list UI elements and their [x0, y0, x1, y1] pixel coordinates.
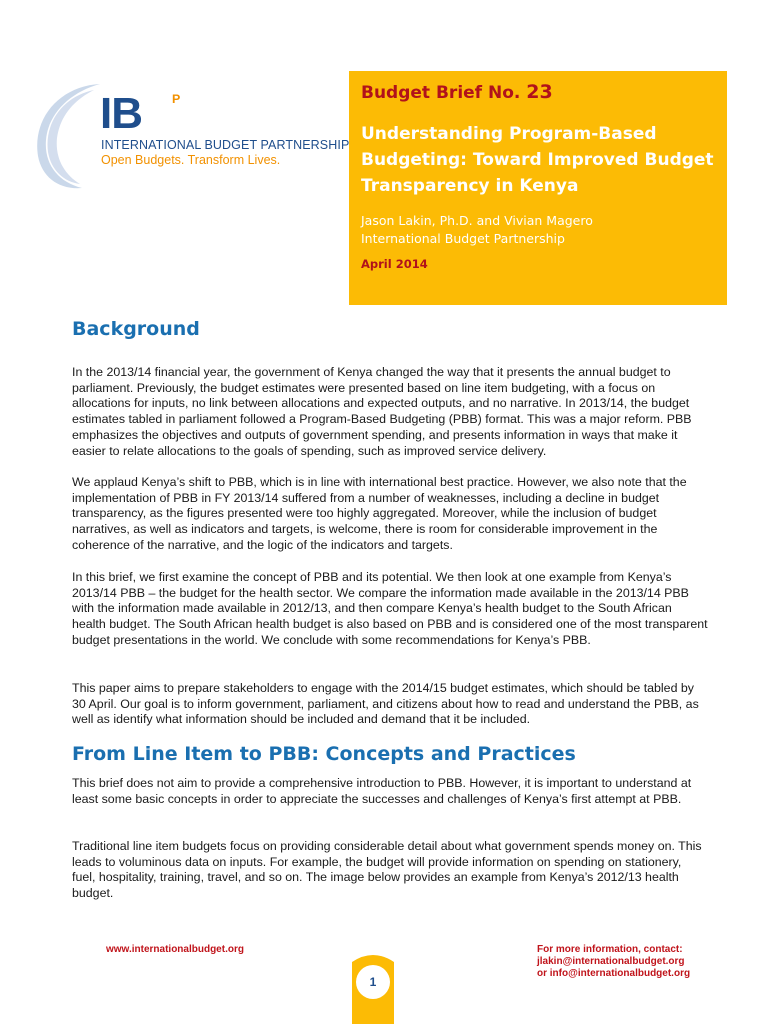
paragraph: In this brief, we first examine the concept of PBB and its potential. We then look at one example from Kenya’s 2013/14 PBB – the budget for the health sector. We compare the information made available in the 2013/14 PBB with the information made available in 2012/13, and then compare Kenya’s health budget to the South African health budget. The South African health budget is also based on PBB and is considered one of the most transparent budget presentations in the world. We conclude with some recommendations for Kenya’s PBB.: [72, 570, 708, 647]
footer-contact-label: For more information, contact:: [537, 944, 683, 955]
ibp-logo: [30, 78, 350, 198]
brief-number-value: 23: [526, 81, 553, 103]
logo-org-name: INTERNATIONAL BUDGET PARTNERSHIP: [101, 138, 350, 152]
brief-number: [361, 81, 553, 103]
paragraph: We applaud Kenya’s shift to PBB, which is in line with international best practice. However, we also note that the implementation of PBB in FY 2013/14 suffered from a number of weaknesses, including a decline in budget transparency, as the figures presented were too highly aggregated. Moreover, while the inclusion of budget narratives, as well as indicators and targets, is welcome, there is room for considerable improvement in the coherence of the narrative, and the logic of the indicators and targets.: [72, 475, 687, 552]
footer-website-link[interactable]: www.internationalbudget.org: [106, 944, 244, 955]
page-number: 1: [369, 975, 377, 989]
brief-authors: Jason Lakin, Ph.D. and Vivian Magero: [361, 213, 593, 228]
brief-authors-block: [361, 212, 721, 248]
logo-p: P: [172, 92, 180, 106]
logo-ib: IB: [100, 89, 142, 138]
brief-header-box: [349, 71, 727, 305]
paragraph: Traditional line item budgets focus on providing considerable detail about what government spends money on. This leads to voluminous data on inputs. For example, the budget will provide information on spending on stationery, fuel, hospitality, training, travel, and so on. The image below provides an example from Kenya’s 2012/13 health budget.: [72, 839, 702, 901]
paragraph: This paper aims to prepare stakeholders to engage with the 2014/15 budget estimates, which should be tabled by 30 April. Our goal is to inform government, parliament, and citizens about how to read and understand the PBB, as well as identify what information should be included and demand that it be included.: [72, 681, 699, 727]
brief-label: Budget Brief No.: [361, 83, 521, 103]
paragraph: In the 2013/14 financial year, the government of Kenya changed the way that it presents the annual budget to parliament. Previously, the budget estimates were presented based on line item budgeting, with a focus on allocations for inputs, no link between allocations and expected outputs, and no narrative. In 2013/14, the budget estimates tabled in parliament followed a Program-Based Budgeting (PBB) format. This was a major reform. PBB emphasizes the objectives and outputs of government spending, and presents information in ways that make it easier to relate allocations to the goals of spending, such as improved service delivery.: [72, 365, 692, 458]
brief-title: Understanding Program-Based Budgeting: Toward Improved Budget Transparency in Kenya: [361, 124, 714, 196]
logo-wordmark: [100, 89, 180, 138]
heading-background: Background: [72, 318, 200, 340]
footer-contact: [537, 944, 690, 980]
brief-date: April 2014: [361, 257, 428, 271]
footer-email-1[interactable]: jlakin@internationalbudget.org: [537, 956, 685, 967]
brief-organization: International Budget Partnership: [361, 231, 565, 246]
paragraph: This brief does not aim to provide a comprehensive introduction to PBB. However, it is important to understand at least some basic concepts in order to appreciate the successes and challenges of Kenya’s first attempt at PBB.: [72, 776, 692, 806]
footer-email-2[interactable]: or info@internationalbudget.org: [537, 968, 691, 979]
heading-concepts: From Line Item to PBB: Concepts and Practices: [72, 743, 576, 765]
logo-tagline: Open Budgets. Transform Lives.: [101, 153, 281, 167]
